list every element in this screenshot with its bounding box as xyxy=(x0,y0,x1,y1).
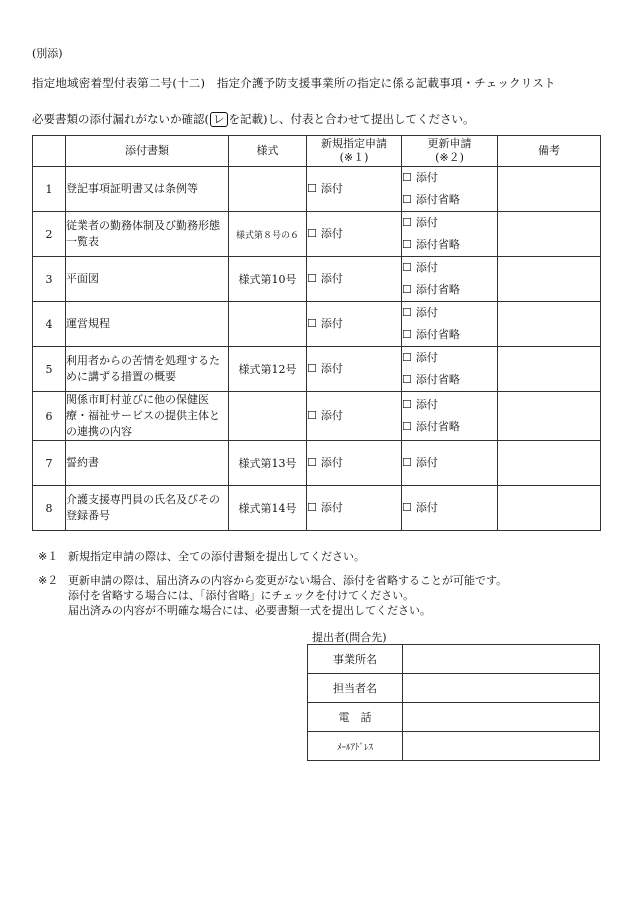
note-2-line1: 更新申請の際は、届出済みの内容から変更がない場合、添付を省略することが可能です。 xyxy=(68,574,508,587)
remarks-cell[interactable] xyxy=(498,347,601,392)
annex-label: (別添) xyxy=(32,47,63,60)
header-num xyxy=(33,136,66,167)
renewal-application-check xyxy=(402,441,498,486)
note-2 xyxy=(38,572,507,588)
form-number xyxy=(229,167,307,212)
table-row xyxy=(33,167,601,212)
renewal-application-check xyxy=(402,212,498,257)
note-1-mark: ※１ xyxy=(38,550,59,563)
form-number xyxy=(229,302,307,347)
document-name: 運営規程 xyxy=(66,302,229,347)
row-number: 1 xyxy=(33,167,66,212)
table-row xyxy=(33,392,601,441)
checkbox-icon[interactable]: ☐ xyxy=(402,398,412,411)
form-number: 様式第13号 xyxy=(229,441,307,486)
checkbox-icon[interactable]: ☐ xyxy=(307,317,317,330)
email-label: ﾒｰﾙｱﾄﾞﾚｽ xyxy=(308,732,403,761)
checkbox-label: 添付省略 xyxy=(415,373,460,386)
checkbox-option[interactable] xyxy=(402,369,497,391)
checkbox-label: 添付 xyxy=(415,171,438,184)
checkbox-option[interactable] xyxy=(307,313,401,335)
header-new xyxy=(307,136,402,167)
checkbox-label: 添付 xyxy=(415,456,438,469)
checkbox-option[interactable] xyxy=(402,234,497,256)
table-row xyxy=(33,486,601,531)
form-number: 様式第８号の６ xyxy=(229,212,307,257)
form-number: 様式第12号 xyxy=(229,347,307,392)
checkbox-label: 添付 xyxy=(320,409,343,422)
table-header-row xyxy=(33,136,601,167)
office-name-label: 事業所名 xyxy=(308,645,403,674)
table-row xyxy=(33,257,601,302)
checkbox-icon[interactable]: ☐ xyxy=(402,373,412,386)
checkbox-icon[interactable]: ☐ xyxy=(402,216,412,229)
contact-person-field[interactable] xyxy=(403,674,600,703)
checkbox-icon[interactable]: ☐ xyxy=(402,328,412,341)
instruction-text xyxy=(32,111,474,127)
checkbox-label: 添付 xyxy=(415,501,438,514)
form-number: 様式第10号 xyxy=(229,257,307,302)
submitter-row xyxy=(308,703,600,732)
new-application-check xyxy=(307,347,402,392)
renewal-application-check xyxy=(402,302,498,347)
checkbox-option[interactable] xyxy=(402,452,497,474)
checkbox-option[interactable] xyxy=(307,268,401,290)
checkbox-icon[interactable]: ☐ xyxy=(402,238,412,251)
checkbox-label: 添付 xyxy=(320,272,343,285)
checkbox-icon[interactable]: ☐ xyxy=(307,227,317,240)
document-name: 利用者からの苦情を処理するために講ずる措置の概要 xyxy=(66,347,229,392)
checkbox-icon[interactable]: ☐ xyxy=(402,420,412,433)
header-new-line2: (※１) xyxy=(339,151,369,164)
document-name: 介護支援専門員の氏名及びその登録番号 xyxy=(66,486,229,531)
new-application-check xyxy=(307,167,402,212)
contact-person-label: 担当者名 xyxy=(308,674,403,703)
checkbox-label: 添付 xyxy=(415,398,438,411)
renewal-application-check xyxy=(402,392,498,441)
checkbox-option[interactable] xyxy=(402,212,497,234)
checkbox-icon[interactable]: ☐ xyxy=(307,362,317,375)
checklist-table xyxy=(32,135,601,531)
submitter-row xyxy=(308,732,600,761)
new-application-check xyxy=(307,302,402,347)
checkbox-option[interactable] xyxy=(402,302,497,324)
new-application-check xyxy=(307,441,402,486)
remarks-cell[interactable] xyxy=(498,212,601,257)
document-name: 平面図 xyxy=(66,257,229,302)
form-number xyxy=(229,392,307,441)
table-row xyxy=(33,212,601,257)
checkbox-option[interactable] xyxy=(402,497,497,519)
remarks-cell[interactable] xyxy=(498,302,601,347)
checkbox-option[interactable] xyxy=(307,452,401,474)
renewal-application-check xyxy=(402,486,498,531)
row-number: 7 xyxy=(33,441,66,486)
note-1 xyxy=(38,548,365,564)
header-doc: 添付書類 xyxy=(66,136,229,167)
row-number: 6 xyxy=(33,392,66,441)
note-2-line3: 届出済みの内容が不明確な場合には、必要書類一式を提出してください。 xyxy=(68,604,431,617)
row-number: 5 xyxy=(33,347,66,392)
checkbox-icon[interactable]: ☐ xyxy=(307,456,317,469)
checkbox-label: 添付 xyxy=(320,227,343,240)
checkbox-option[interactable] xyxy=(402,324,497,346)
email-field[interactable] xyxy=(403,732,600,761)
phone-field[interactable] xyxy=(403,703,600,732)
checkbox-option[interactable] xyxy=(402,257,497,279)
office-name-field[interactable] xyxy=(403,645,600,674)
checkbox-label: 添付 xyxy=(415,216,438,229)
remarks-cell[interactable] xyxy=(498,441,601,486)
checkbox-icon[interactable]: ☐ xyxy=(402,193,412,206)
checkbox-icon[interactable]: ☐ xyxy=(307,501,317,514)
checkbox-option[interactable] xyxy=(402,189,497,211)
note-2-line2: 添付を省略する場合には、「添付省略」にチェックを付けてください。 xyxy=(68,589,415,602)
checkbox-label: 添付省略 xyxy=(415,420,460,433)
renewal-application-check xyxy=(402,347,498,392)
checkbox-label: 添付省略 xyxy=(415,283,460,296)
remarks-cell[interactable] xyxy=(498,167,601,212)
checkbox-label: 添付 xyxy=(320,501,343,514)
instruction-after: を記載)し、付表と合わせて提出してください。 xyxy=(228,112,475,126)
checkbox-option[interactable] xyxy=(307,497,401,519)
row-number: 8 xyxy=(33,486,66,531)
checkbox-option[interactable] xyxy=(402,167,497,189)
table-row xyxy=(33,302,601,347)
remarks-cell[interactable] xyxy=(498,392,601,441)
header-renew-line1: 更新申請 xyxy=(427,137,472,150)
checkbox-icon[interactable]: ☐ xyxy=(402,306,412,319)
submitter-table xyxy=(307,644,600,761)
checkbox-icon[interactable]: ☐ xyxy=(402,351,412,364)
checkbox-option[interactable] xyxy=(402,416,497,438)
checkmark-sample: レ xyxy=(210,112,228,127)
new-application-check xyxy=(307,392,402,441)
checkbox-label: 添付 xyxy=(320,362,343,375)
document-name: 関係市町村並びに他の保健医療・福祉サービスの提供主体との連携の内容 xyxy=(66,392,229,441)
remarks-cell[interactable] xyxy=(498,486,601,531)
submitter-row xyxy=(308,674,600,703)
document-name: 誓約書 xyxy=(66,441,229,486)
checkbox-icon[interactable]: ☐ xyxy=(307,272,317,285)
remarks-cell[interactable] xyxy=(498,257,601,302)
checkbox-icon[interactable]: ☐ xyxy=(402,261,412,274)
checkbox-option[interactable] xyxy=(307,178,401,200)
checkbox-option[interactable] xyxy=(307,358,401,380)
renewal-application-check xyxy=(402,257,498,302)
page-title: 指定地域密着型付表第二号(十二) 指定介護予防支援事業所の指定に係る記載事項・チェックリスト xyxy=(32,76,556,90)
checkbox-label: 添付 xyxy=(415,306,438,319)
checkbox-icon[interactable]: ☐ xyxy=(402,456,412,469)
checkbox-option[interactable] xyxy=(402,394,497,416)
instruction-open-paren: ( xyxy=(204,112,209,126)
note-2-mark: ※２ xyxy=(38,574,59,587)
header-renew xyxy=(402,136,498,167)
header-renew-line2: (※２) xyxy=(435,151,464,164)
checkbox-option[interactable] xyxy=(402,347,497,369)
checkbox-icon[interactable]: ☐ xyxy=(402,501,412,514)
checkbox-option[interactable] xyxy=(402,279,497,301)
header-remarks: 備考 xyxy=(498,136,601,167)
checkbox-label: 添付省略 xyxy=(415,328,460,341)
note-1-text: 新規指定申請の際は、全ての添付書類を提出してください。 xyxy=(68,550,365,563)
row-number: 3 xyxy=(33,257,66,302)
phone-label: 電 話 xyxy=(308,703,403,732)
checkbox-label: 添付省略 xyxy=(415,193,460,206)
document-name: 登記事項証明書又は条例等 xyxy=(66,167,229,212)
checkbox-label: 添付 xyxy=(320,317,343,330)
checkbox-label: 添付 xyxy=(415,351,438,364)
submitter-label: 提出者(問合先) xyxy=(312,631,387,644)
instruction-before: 必要書類の添付漏れがないか確認 xyxy=(32,112,205,126)
new-application-check xyxy=(307,257,402,302)
row-number: 4 xyxy=(33,302,66,347)
checkbox-label: 添付 xyxy=(320,182,343,195)
form-number: 様式第14号 xyxy=(229,486,307,531)
row-number: 2 xyxy=(33,212,66,257)
checkbox-label: 添付 xyxy=(320,456,343,469)
new-application-check xyxy=(307,212,402,257)
table-row xyxy=(33,347,601,392)
checkbox-icon[interactable]: ☐ xyxy=(402,171,412,184)
header-form: 様式 xyxy=(229,136,307,167)
checkbox-label: 添付省略 xyxy=(415,238,460,251)
checkbox-icon[interactable]: ☐ xyxy=(307,409,317,422)
checkbox-icon[interactable]: ☐ xyxy=(402,283,412,296)
checkbox-option[interactable] xyxy=(307,405,401,427)
new-application-check xyxy=(307,486,402,531)
document-name: 従業者の勤務体制及び勤務形態一覧表 xyxy=(66,212,229,257)
header-new-line1: 新規指定申請 xyxy=(321,137,387,150)
checkbox-option[interactable] xyxy=(307,223,401,245)
checkbox-label: 添付 xyxy=(415,261,438,274)
checkbox-icon[interactable]: ☐ xyxy=(307,182,317,195)
renewal-application-check xyxy=(402,167,498,212)
submitter-row xyxy=(308,645,600,674)
table-row xyxy=(33,441,601,486)
